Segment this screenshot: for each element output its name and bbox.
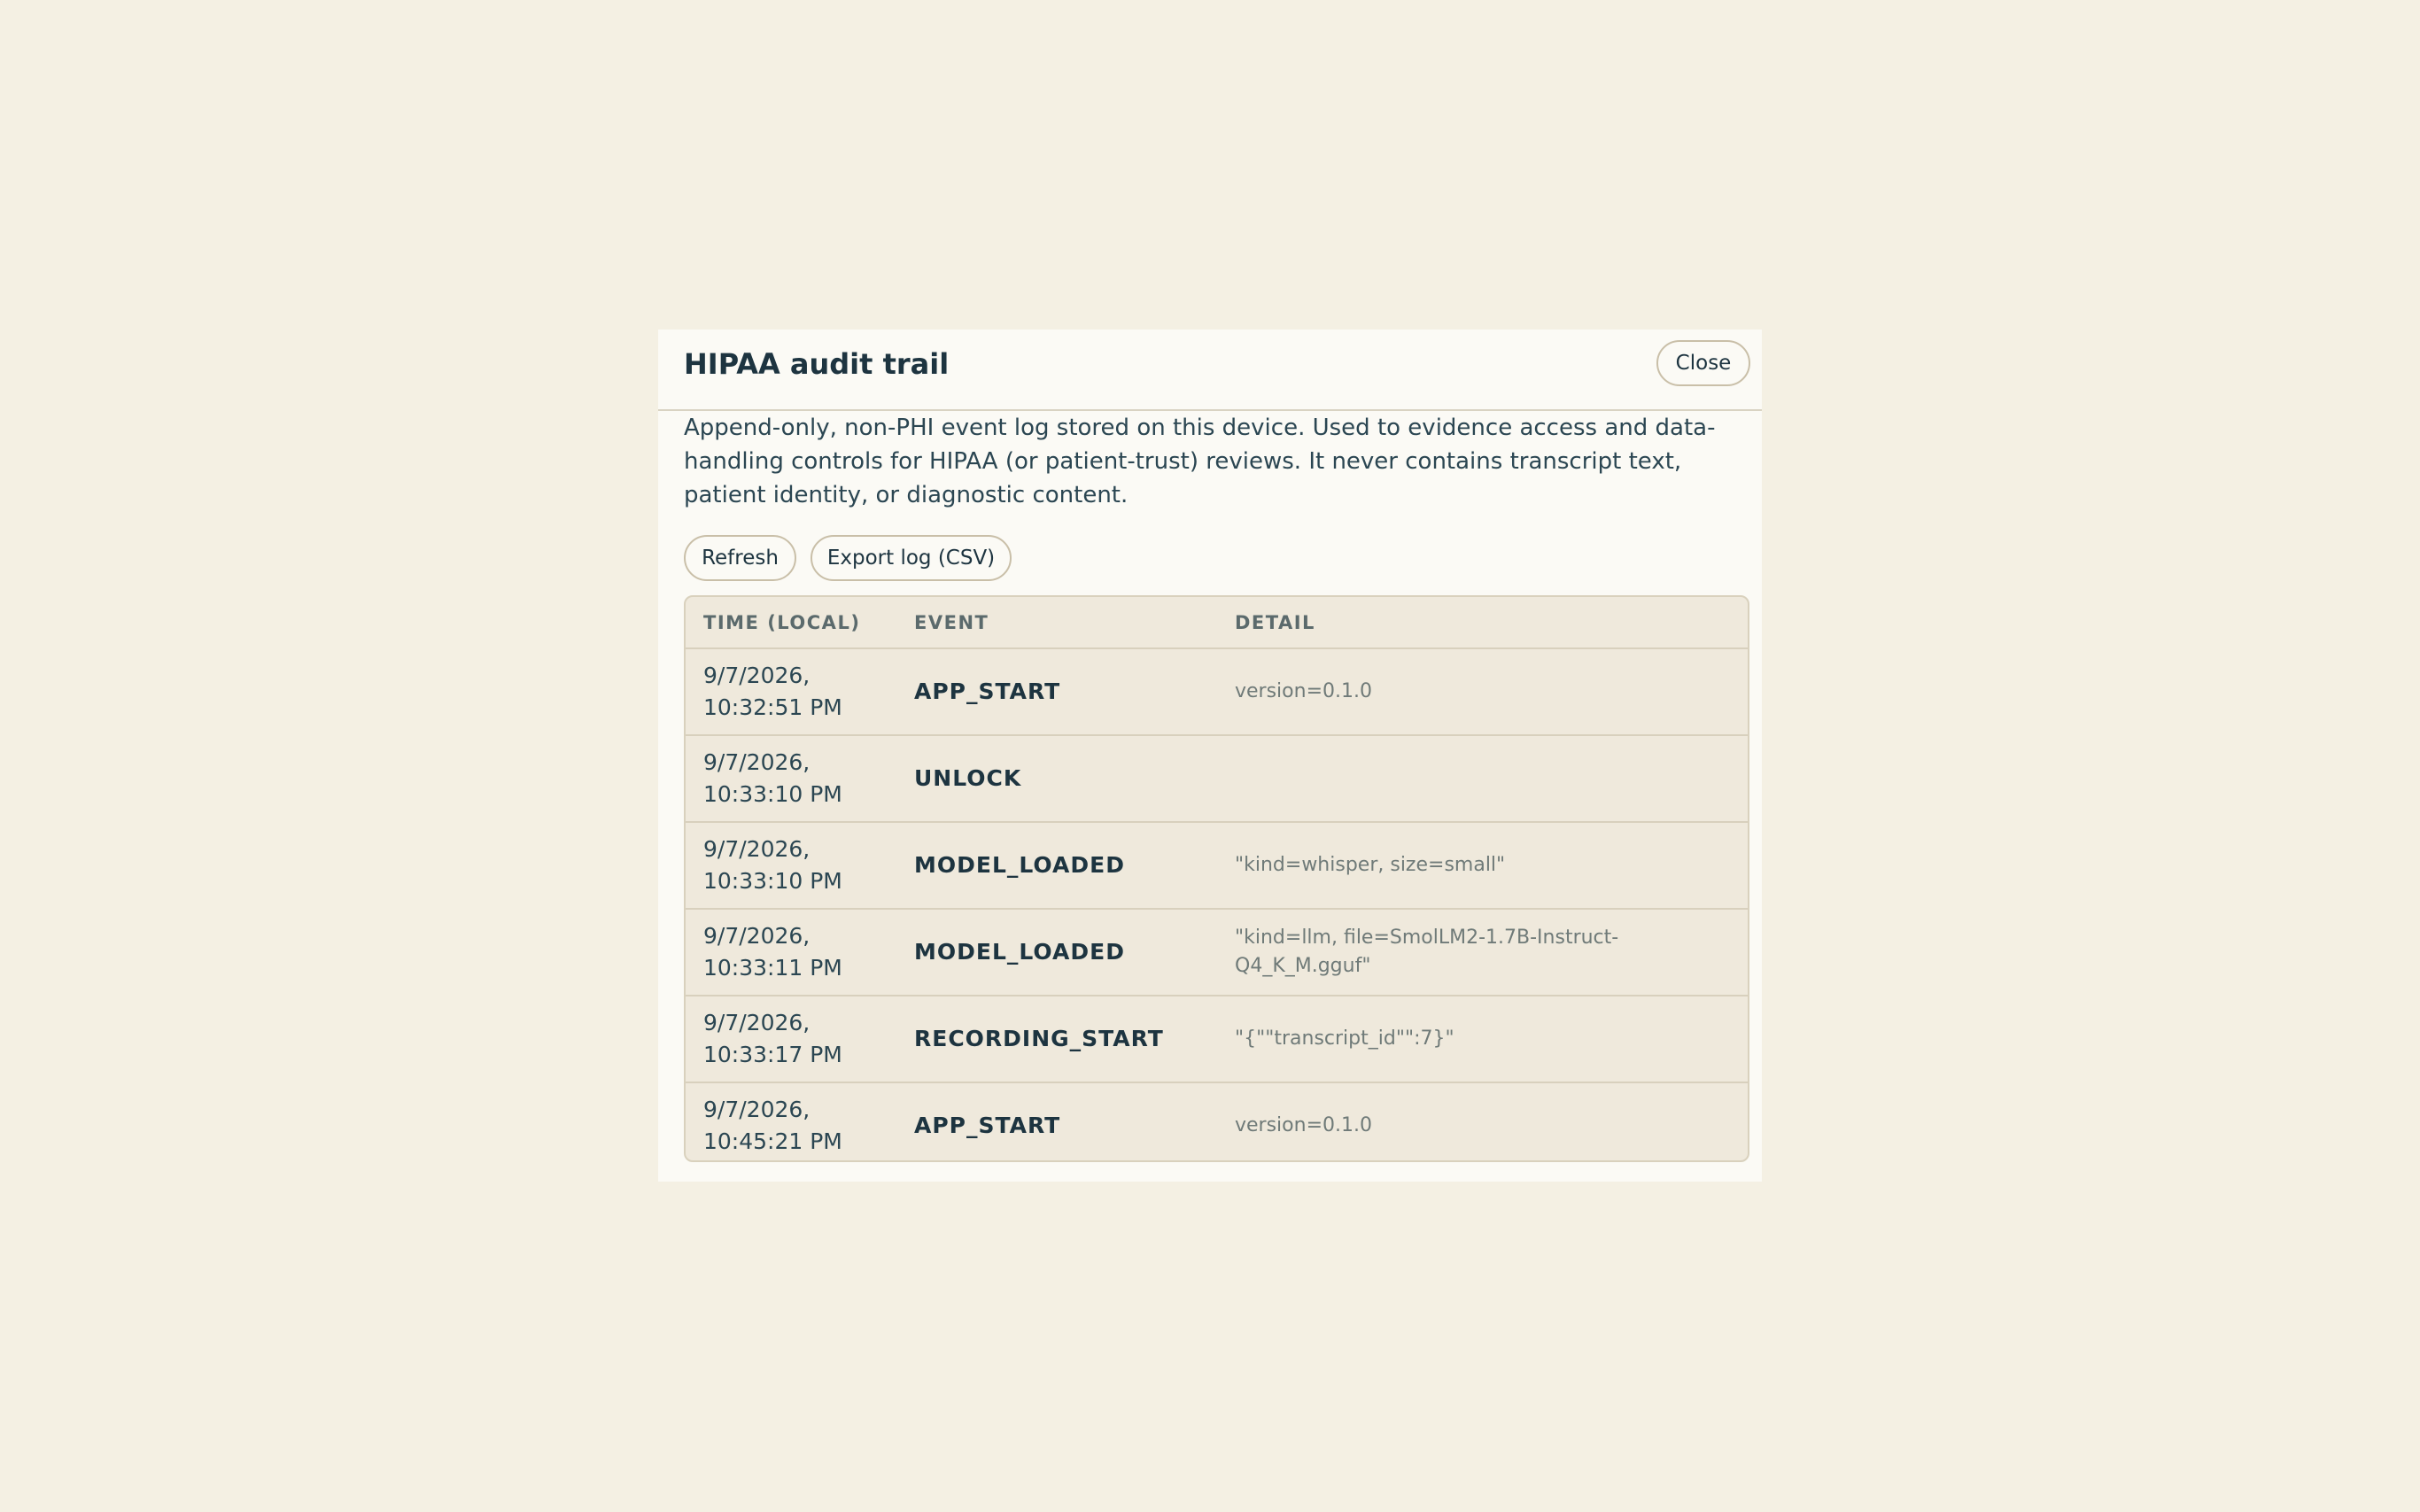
audit-log-table — [684, 595, 1749, 1162]
row-timestamp — [703, 660, 898, 724]
row-date: 9/7/2026, — [703, 1097, 811, 1122]
row-detail: "kind=llm, file=SmolLM2-1.7B-Instruct-Q4_K_M.gguf" — [1235, 927, 1619, 977]
row-event: APP_START — [914, 1113, 1061, 1138]
row-detail — [1235, 736, 1625, 821]
row-time: 10:33:11 PM — [703, 955, 842, 981]
table-body — [686, 649, 1748, 1162]
row-timestamp — [703, 747, 898, 810]
table-row — [686, 649, 1748, 736]
export-csv-button[interactable]: Export log (CSV) — [811, 535, 1012, 581]
table-row — [686, 736, 1748, 823]
column-header-time: TIME (LOCAL) — [703, 612, 861, 633]
row-time: 10:32:51 PM — [703, 694, 842, 720]
table-row — [686, 910, 1748, 996]
row-date: 9/7/2026, — [703, 923, 811, 949]
row-event: APP_START — [914, 678, 1061, 704]
row-time: 10:33:10 PM — [703, 781, 842, 807]
row-timestamp — [703, 920, 898, 984]
row-detail: version=0.1.0 — [1235, 1114, 1372, 1136]
dialog-title: HIPAA audit trail — [684, 347, 950, 381]
table-header — [686, 597, 1748, 649]
row-time: 10:33:17 PM — [703, 1042, 842, 1067]
row-timestamp — [703, 1094, 898, 1158]
row-date: 9/7/2026, — [703, 749, 811, 775]
row-event: MODEL_LOADED — [914, 852, 1125, 878]
row-date: 9/7/2026, — [703, 1010, 811, 1035]
row-time: 10:33:10 PM — [703, 868, 842, 894]
audit-trail-dialog — [658, 330, 1762, 1182]
table-row — [686, 996, 1748, 1083]
row-date: 9/7/2026, — [703, 836, 811, 862]
row-date: 9/7/2026, — [703, 663, 811, 688]
refresh-button[interactable]: Refresh — [684, 535, 796, 581]
row-time: 10:45:21 PM — [703, 1128, 842, 1154]
dialog-header — [658, 330, 1762, 411]
row-event: UNLOCK — [914, 765, 1022, 791]
column-header-event: EVENT — [914, 612, 989, 633]
row-timestamp — [703, 1007, 898, 1071]
close-button[interactable]: Close — [1656, 340, 1750, 386]
row-event: RECORDING_START — [914, 1026, 1164, 1051]
dialog-description: Append-only, non-PHI event log stored on this device. Used to evidence access and data-handling controls for HIPAA (or patient-trust) reviews. It never contains transcript text, patient identity, or diagnostic content. — [684, 415, 1716, 508]
row-detail: "{""transcript_id"":7}" — [1235, 1027, 1454, 1050]
row-detail: "kind=whisper, size=small" — [1235, 854, 1506, 876]
table-row — [686, 823, 1748, 910]
row-timestamp — [703, 834, 898, 897]
row-event: MODEL_LOADED — [914, 939, 1125, 965]
column-header-detail: DETAIL — [1235, 612, 1315, 633]
row-detail: version=0.1.0 — [1235, 680, 1372, 702]
table-row — [686, 1083, 1748, 1162]
